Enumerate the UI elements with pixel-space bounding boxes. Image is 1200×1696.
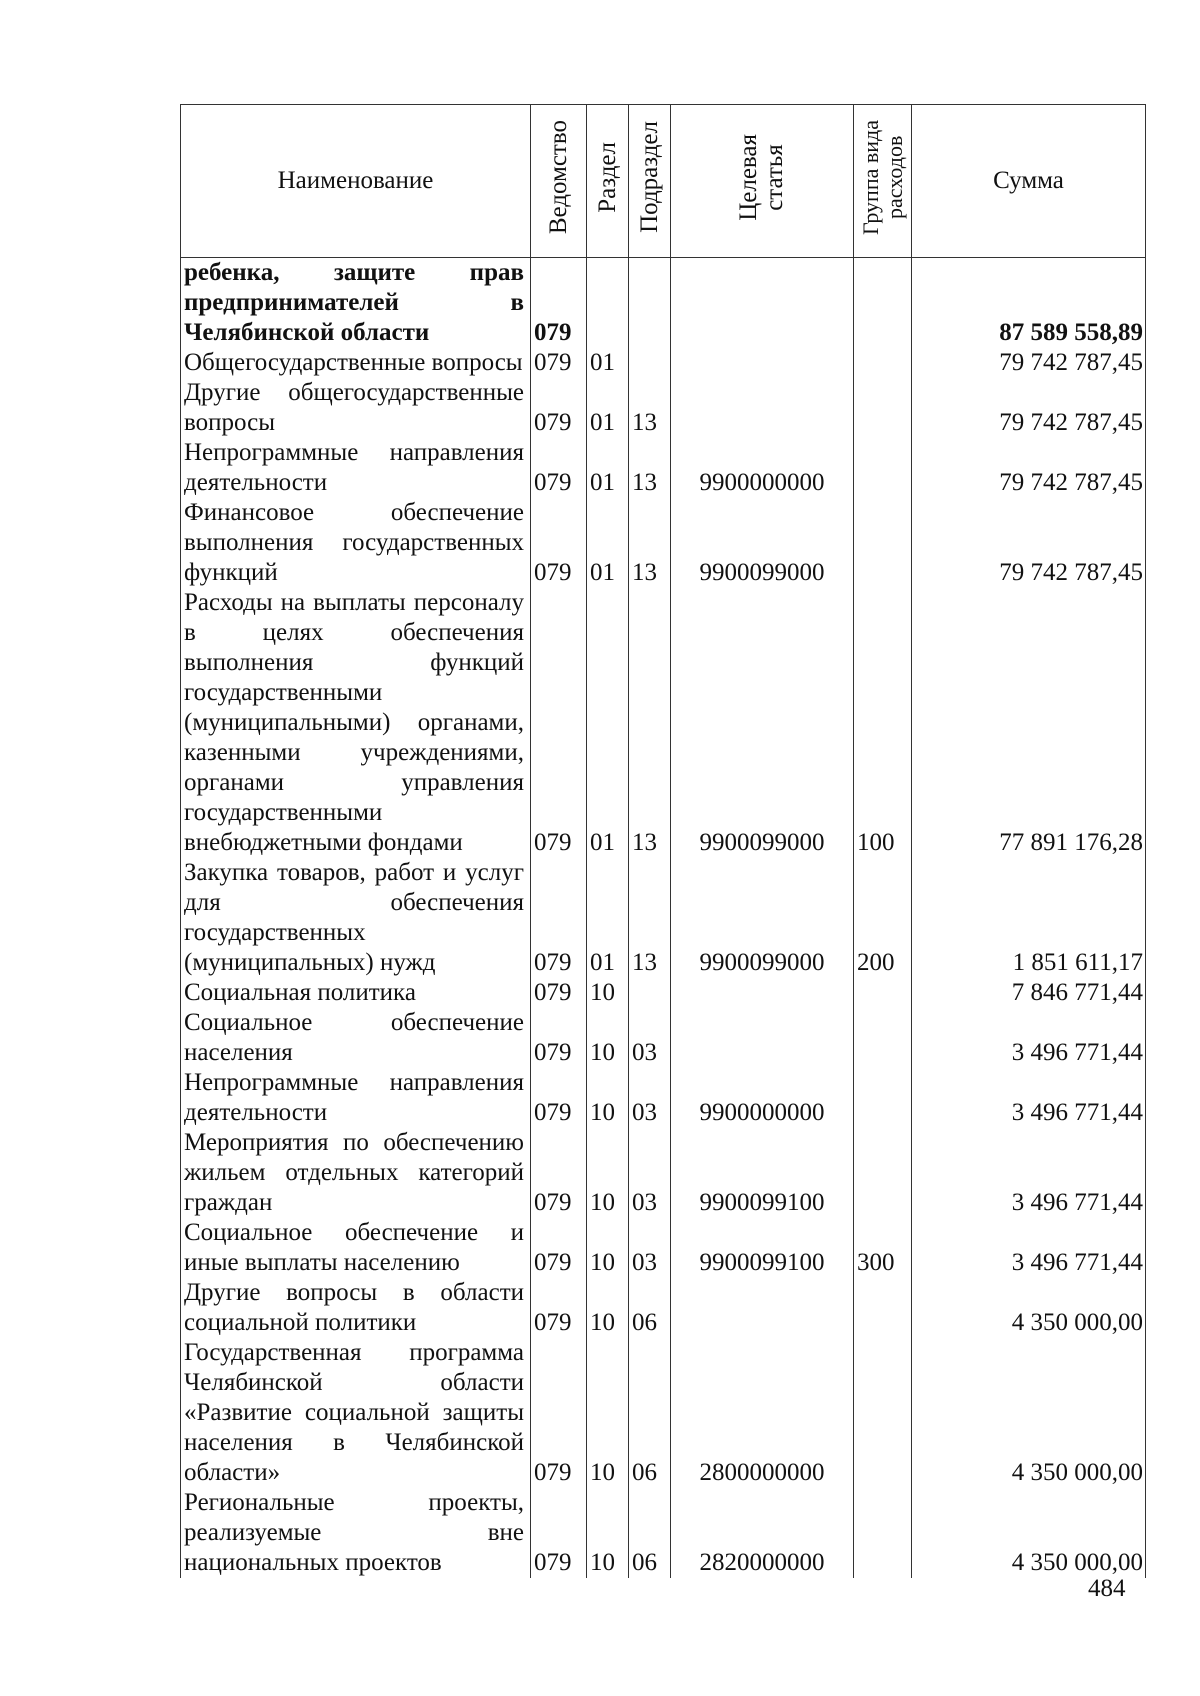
row-sum: 3 496 771,44 [912, 1008, 1146, 1068]
row-name: Другие общегосударственные вопросы [181, 378, 531, 438]
row-podrazdel [629, 348, 671, 378]
row-target-article: 9900099100 [671, 1218, 854, 1278]
row-sum: 77 891 176,28 [912, 588, 1146, 858]
row-sum: 79 742 787,45 [912, 438, 1146, 498]
row-podrazdel: 03 [629, 1128, 671, 1218]
row-razdel: 10 [587, 978, 629, 1008]
row-vedomstvo: 079 [531, 498, 587, 588]
row-target-article: 9900099100 [671, 1128, 854, 1218]
row-target-article [671, 1278, 854, 1338]
row-vedomstvo: 079 [531, 1008, 587, 1068]
row-expense-group [854, 498, 912, 588]
row-expense-group [854, 1128, 912, 1218]
row-expense-group [854, 1338, 912, 1488]
row-podrazdel: 03 [629, 1008, 671, 1068]
row-expense-group [854, 1488, 912, 1578]
row-podrazdel: 06 [629, 1488, 671, 1578]
row-razdel: 10 [587, 1068, 629, 1128]
row-vedomstvo: 079 [531, 1488, 587, 1578]
row-sum: 79 742 787,45 [912, 498, 1146, 588]
table-row [181, 378, 1146, 438]
row-name: ребенка, защите прав предпринимателей в Челябинской области [181, 258, 531, 349]
row-name: Непрограммные направления деятельности [181, 1068, 531, 1128]
row-name: Непрограммные направления деятельности [181, 438, 531, 498]
header-razdel: Раздел [587, 105, 629, 258]
row-name: Финансовое обеспечение выполнения государственных функций [181, 498, 531, 588]
table-body [181, 258, 1146, 1579]
row-expense-group: 200 [854, 858, 912, 978]
header-vedomstvo: Ведомство [531, 105, 587, 258]
row-vedomstvo: 079 [531, 378, 587, 438]
row-vedomstvo: 079 [531, 258, 587, 349]
row-razdel: 10 [587, 1278, 629, 1338]
row-name: Другие вопросы в области социальной политики [181, 1278, 531, 1338]
row-expense-group [854, 438, 912, 498]
row-sum: 7 846 771,44 [912, 978, 1146, 1008]
row-name: Мероприятия по обеспечению жильем отдельных категорий граждан [181, 1128, 531, 1218]
row-name: Общегосударственные вопросы [181, 348, 531, 378]
table-row [181, 498, 1146, 588]
table-row [181, 588, 1146, 858]
row-podrazdel: 13 [629, 858, 671, 978]
row-podrazdel: 06 [629, 1278, 671, 1338]
row-vedomstvo: 079 [531, 858, 587, 978]
row-expense-group: 300 [854, 1218, 912, 1278]
row-podrazdel: 13 [629, 438, 671, 498]
row-razdel: 10 [587, 1488, 629, 1578]
row-vedomstvo: 079 [531, 1128, 587, 1218]
row-razdel [587, 258, 629, 349]
row-target-article [671, 348, 854, 378]
page-number: 484 [1088, 1575, 1126, 1602]
row-podrazdel: 13 [629, 588, 671, 858]
row-sum: 79 742 787,45 [912, 378, 1146, 438]
row-podrazdel: 13 [629, 498, 671, 588]
row-expense-group [854, 978, 912, 1008]
row-vedomstvo: 079 [531, 348, 587, 378]
table-row [181, 1488, 1146, 1578]
header-expense-group: Группа вида расходов [854, 105, 912, 258]
row-razdel: 01 [587, 858, 629, 978]
budget-table [180, 104, 1146, 1578]
row-razdel: 10 [587, 1218, 629, 1278]
row-podrazdel [629, 258, 671, 349]
row-razdel: 01 [587, 348, 629, 378]
row-name: Государственная программа Челябинской области «Развитие социальной защиты населения в Челябинской области» [181, 1338, 531, 1488]
table-row [181, 258, 1146, 349]
row-razdel: 01 [587, 498, 629, 588]
row-target-article [671, 258, 854, 349]
row-name: Расходы на выплаты персоналу в целях обеспечения выполнения функций государственными (муниципальными) органами, казенными учреждениями, органами управления государственными внебюджетными фондами [181, 588, 531, 858]
row-target-article: 9900099000 [671, 858, 854, 978]
row-target-article [671, 378, 854, 438]
row-target-article: 9900099000 [671, 498, 854, 588]
row-podrazdel: 13 [629, 378, 671, 438]
row-expense-group [854, 1068, 912, 1128]
row-name: Региональные проекты, реализуемые вне национальных проектов [181, 1488, 531, 1578]
row-expense-group [854, 258, 912, 349]
row-vedomstvo: 079 [531, 1338, 587, 1488]
row-podrazdel: 03 [629, 1218, 671, 1278]
row-podrazdel: 03 [629, 1068, 671, 1128]
row-target-article: 9900000000 [671, 438, 854, 498]
row-vedomstvo: 079 [531, 1278, 587, 1338]
row-target-article [671, 1008, 854, 1068]
row-razdel: 10 [587, 1128, 629, 1218]
row-sum: 79 742 787,45 [912, 348, 1146, 378]
row-expense-group [854, 378, 912, 438]
row-name: Закупка товаров, работ и услуг для обеспечения государственных (муниципальных) нужд [181, 858, 531, 978]
table-row [181, 1068, 1146, 1128]
row-target-article: 2820000000 [671, 1488, 854, 1578]
row-target-article [671, 978, 854, 1008]
row-sum: 3 496 771,44 [912, 1128, 1146, 1218]
table-row [181, 438, 1146, 498]
row-razdel: 01 [587, 378, 629, 438]
row-sum: 4 350 000,00 [912, 1278, 1146, 1338]
row-sum: 3 496 771,44 [912, 1218, 1146, 1278]
row-expense-group [854, 348, 912, 378]
row-name: Социальная политика [181, 978, 531, 1008]
row-razdel: 01 [587, 438, 629, 498]
header-target-article: Целевая статья [671, 105, 854, 258]
row-name: Социальное обеспечение населения [181, 1008, 531, 1068]
row-podrazdel [629, 978, 671, 1008]
row-vedomstvo: 079 [531, 438, 587, 498]
table-header-row [181, 105, 1146, 258]
row-sum: 3 496 771,44 [912, 1068, 1146, 1128]
row-target-article: 9900099000 [671, 588, 854, 858]
row-name: Социальное обеспечение и иные выплаты населению [181, 1218, 531, 1278]
table-row [181, 978, 1146, 1008]
row-vedomstvo: 079 [531, 1068, 587, 1128]
row-sum: 87 589 558,89 [912, 258, 1146, 349]
table-row [181, 858, 1146, 978]
header-sum: Сумма [912, 105, 1146, 258]
row-sum: 4 350 000,00 [912, 1488, 1146, 1578]
table-row [181, 348, 1146, 378]
table-row [181, 1008, 1146, 1068]
row-vedomstvo: 079 [531, 978, 587, 1008]
row-razdel: 10 [587, 1008, 629, 1068]
row-vedomstvo: 079 [531, 588, 587, 858]
row-sum: 1 851 611,17 [912, 858, 1146, 978]
row-target-article: 2800000000 [671, 1338, 854, 1488]
row-expense-group [854, 1278, 912, 1338]
row-razdel: 01 [587, 588, 629, 858]
table-row [181, 1278, 1146, 1338]
table-row [181, 1338, 1146, 1488]
row-target-article: 9900000000 [671, 1068, 854, 1128]
header-podrazdel: Подраздел [629, 105, 671, 258]
row-vedomstvo: 079 [531, 1218, 587, 1278]
row-expense-group: 100 [854, 588, 912, 858]
row-expense-group [854, 1008, 912, 1068]
header-name: Наименование [181, 105, 531, 258]
row-razdel: 10 [587, 1338, 629, 1488]
row-sum: 4 350 000,00 [912, 1338, 1146, 1488]
table-row [181, 1218, 1146, 1278]
table-row [181, 1128, 1146, 1218]
row-podrazdel: 06 [629, 1338, 671, 1488]
